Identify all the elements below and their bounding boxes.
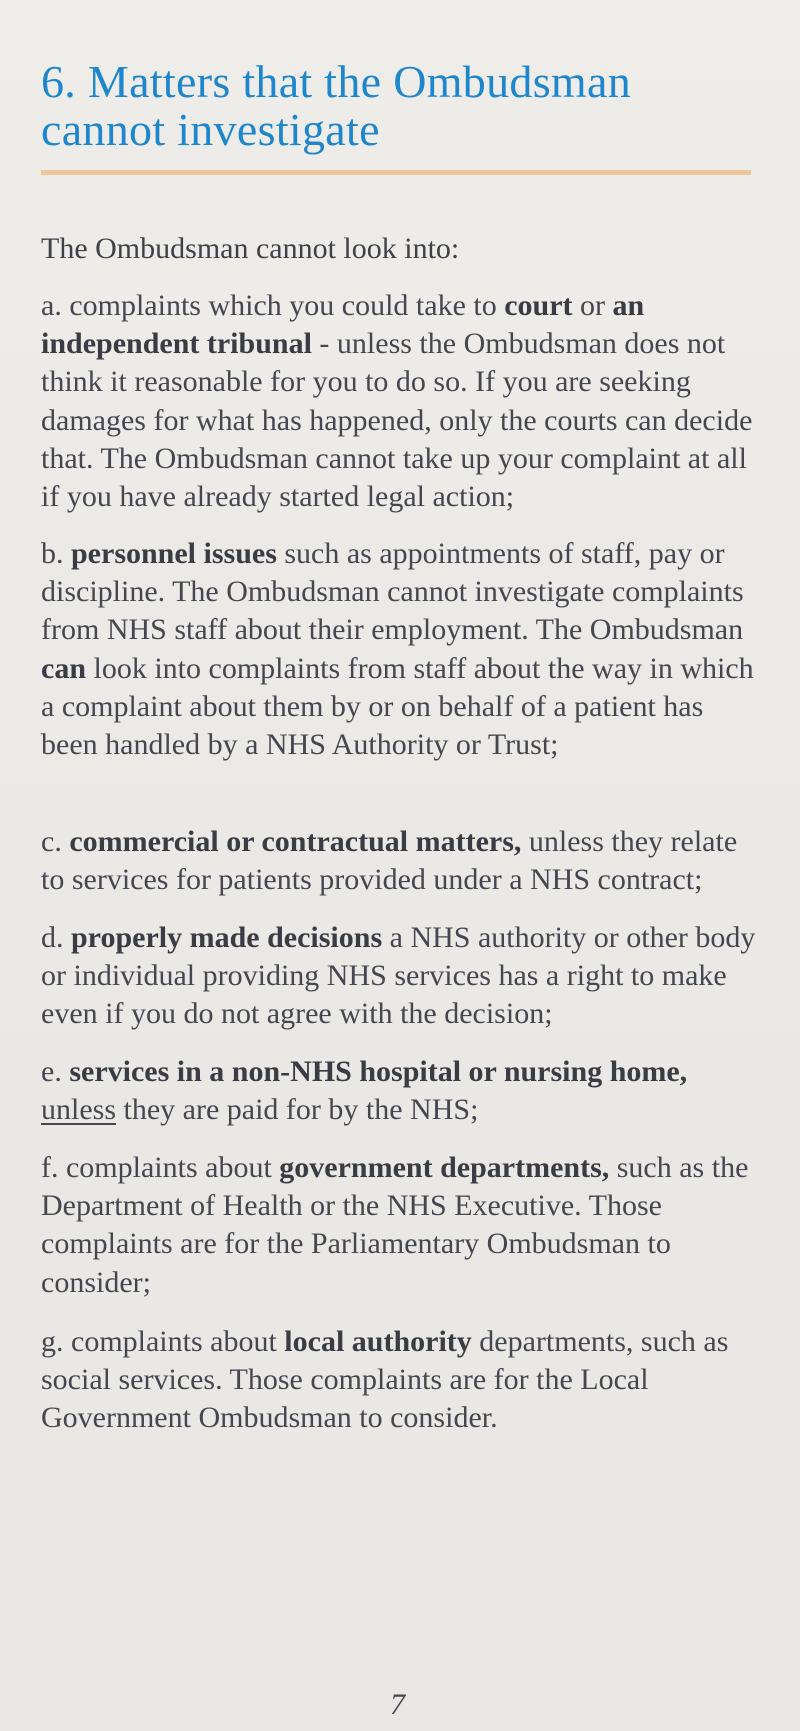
item-e-text-3: they are paid for by the NHS; (116, 1093, 479, 1127)
item-f-text-1: f. complaints about (41, 1151, 280, 1184)
section-heading: 6. Matters that the Ombudsman cannot investigate (41, 56, 631, 155)
list-item-e (41, 1053, 761, 1129)
list-item-f (41, 1149, 761, 1302)
item-c-bold-1: commercial or contractual matters, (69, 825, 522, 858)
item-e-text-1: e. (41, 1055, 70, 1088)
item-a-bold-2: an independent tribunal (41, 289, 645, 361)
list-item-d (41, 919, 761, 1034)
item-g-bold-1: local authority (284, 1325, 472, 1358)
list-item-b (41, 535, 761, 764)
item-g-text-2: departments, such as social services. Those complaints are for the Local Government Ombudsman to consider. (41, 1325, 729, 1435)
list-item-a (41, 287, 761, 516)
item-b-text-2: such as appointments of staff, pay or discipline. The Ombudsman cannot investigate complaints from NHS staff about their employment. The Ombudsman (41, 537, 744, 647)
item-b-bold-1: personnel issues (71, 537, 277, 570)
item-d-bold-1: properly made decisions (71, 921, 383, 954)
item-b-text-1: b. (41, 537, 71, 570)
list-item-g (41, 1323, 761, 1438)
item-d-text-2: a NHS authority or other body or individual providing NHS services has a right to make even if you do not agree with the decision; (41, 921, 756, 1031)
item-e-underlined: unless (41, 1093, 116, 1127)
item-c-text-1: c. (41, 825, 70, 858)
item-f-bold-1: government departments, (279, 1151, 610, 1184)
item-a-bold-1: court (504, 289, 573, 322)
item-f-text-2: such as the Department of Health or the NHS Executive. Those complaints are for the Parliamentary Ombudsman to consider; (41, 1151, 749, 1299)
item-b-bold-2: can (41, 651, 86, 685)
item-a-text-1: a. complaints which you could take to (41, 289, 505, 322)
item-g-text-1: g. complaints about (41, 1325, 285, 1358)
heading-divider (41, 170, 751, 175)
item-b-text-3: look into complaints from staff about the way in which a complaint about them by or on behalf of a patient has been handled by a NHS Authority or Trust; (41, 651, 754, 762)
list-item-c (41, 823, 761, 899)
item-a-text-2: or (572, 289, 613, 322)
item-d-text-1: d. (41, 921, 71, 954)
item-e-bold-1: services in a non-NHS hospital or nursing home, (69, 1055, 688, 1088)
page-number: 7 (390, 1688, 405, 1721)
item-c-text-2: unless they relate to services for patients provided under a NHS contract; (41, 825, 738, 897)
intro-paragraph: The Ombudsman cannot look into: (41, 232, 460, 265)
item-a-text-3: - unless the Ombudsman does not think it reasonable for you to do so. If you are seeking damages for what has happened, only the courts can decide that. The Ombudsman cannot take up your complaint at all if you have already started legal action; (41, 327, 753, 514)
